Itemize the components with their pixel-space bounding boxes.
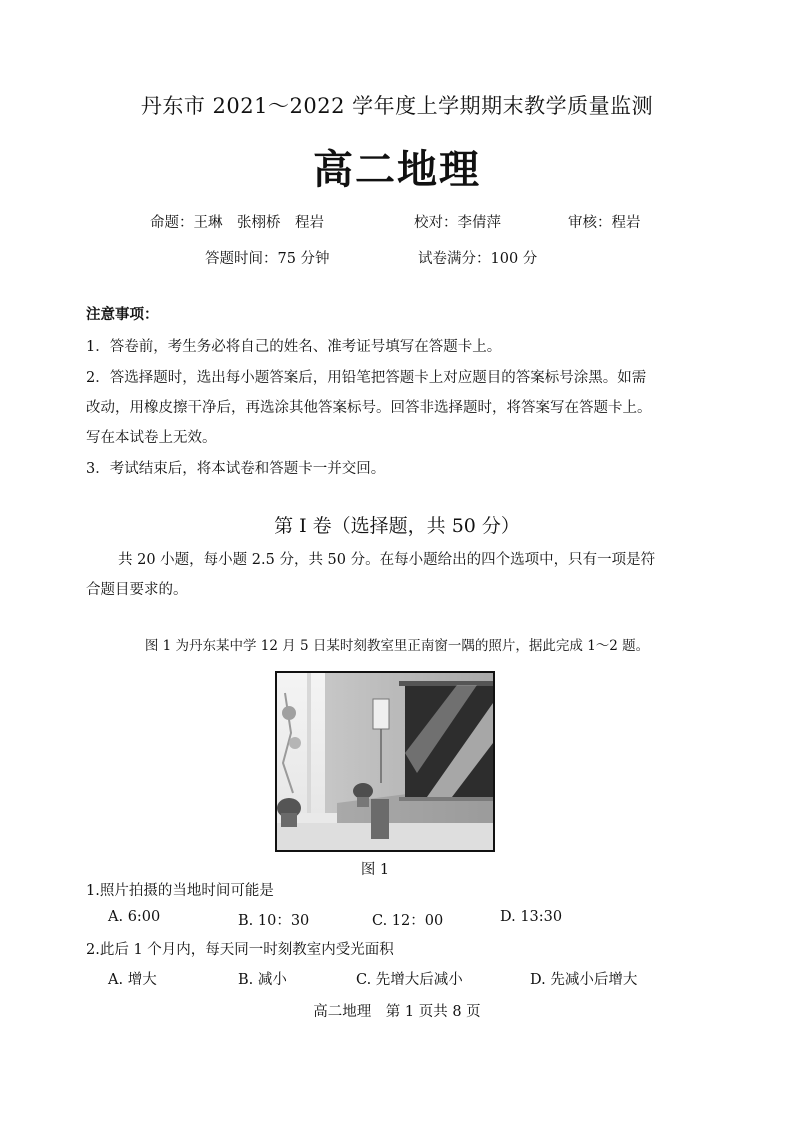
figure-caption: 图 1 为丹东某中学 12 月 5 日某时刻教室里正南窗一隅的照片，据此完成 1～2 题。 [144, 638, 650, 654]
question-1-option-d: D. 13:30 [500, 909, 563, 925]
exam-header: 丹东市 2021～2022 学年度上学期期末教学质量监测 [140, 94, 654, 118]
section-title: 第 I 卷（选择题，共 50 分） [274, 515, 520, 537]
section-intro-line-2: 合题目要求的。 [86, 582, 188, 598]
notice-item-2-line-3: 写在本试卷上无效。 [86, 430, 217, 446]
notice-item-3: 3．考试结束后，将本试卷和答题卡一并交回。 [86, 461, 386, 477]
notice-item-2-line-2: 改动，用橡皮擦干净后，再选涂其他答案标号。回答非选择题时，将答案写在答题卡上。 [86, 400, 652, 416]
notice-item-1: 1．答卷前，考生务必将自己的姓名、准考证号填写在答题卡上。 [86, 339, 502, 355]
figure-label: 图 1 [360, 862, 390, 878]
subject-title: 高二地理 [313, 147, 481, 193]
notice-title: 注意事项： [86, 307, 159, 323]
question-2-option-c: C. 先增大后减小 [356, 972, 463, 988]
reviewer: 审核：程岩 [568, 215, 641, 231]
proofreader: 校对：李倩萍 [414, 215, 501, 231]
setters: 命题：王琳 张栩桥 程岩 [150, 215, 324, 231]
question-1-option-c: C. 12：00 [372, 913, 444, 929]
question-1-option-a: A. 6:00 [108, 909, 161, 925]
classroom-window-photo [275, 671, 495, 852]
question-1-stem: 1.照片拍摄的当地时间可能是 [86, 883, 274, 899]
page-footer: 高二地理 第 1 页共 8 页 [313, 1004, 481, 1020]
duration: 答题时间：75 分钟 [205, 251, 330, 267]
section-intro-line-1: 共 20 小题，每小题 2.5 分，共 50 分。在每小题给出的四个选项中，只有一项是符 [118, 552, 656, 568]
notice-item-2-line-1: 2．答选择题时，选出每小题答案后，用铅笔把答题卡上对应题目的答案标号涂黑。如需 [86, 370, 647, 386]
question-2-option-a: A. 增大 [108, 972, 157, 988]
full-score: 试卷满分：100 分 [418, 251, 538, 267]
question-1-option-b: B. 10：30 [238, 913, 310, 929]
question-2-option-b: B. 减小 [238, 972, 287, 988]
question-2-stem: 2.此后 1 个月内，每天同一时刻教室内受光面积 [86, 942, 394, 958]
question-2-option-d: D. 先减小后增大 [530, 972, 638, 988]
